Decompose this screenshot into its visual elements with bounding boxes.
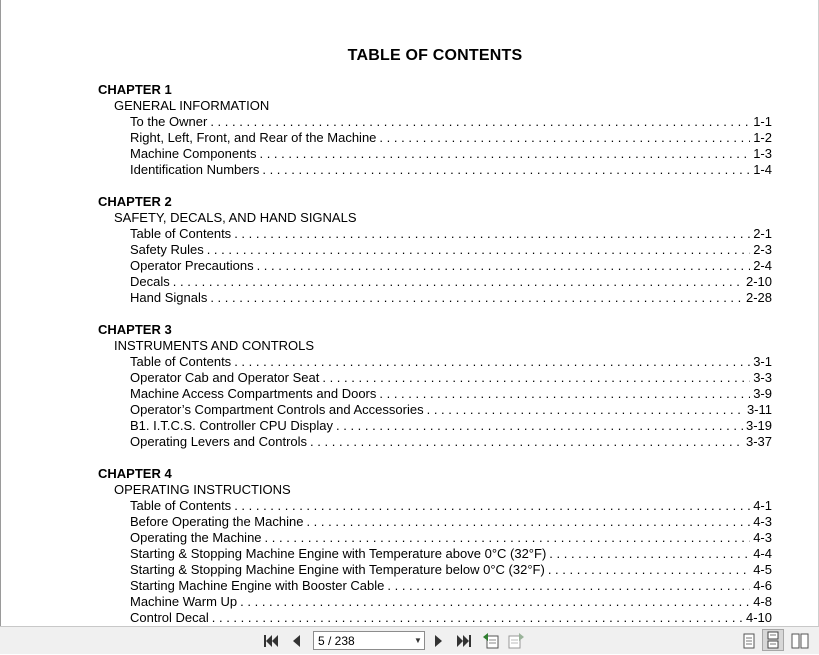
navigation-toolbar <box>0 626 819 654</box>
toc-entry-label: Operator Cab and Operator Seat <box>130 370 320 385</box>
toc-entry-page: 4-5 <box>753 562 772 577</box>
page-title: TABLE OF CONTENTS <box>347 47 523 64</box>
dot-leader <box>234 226 750 242</box>
previous-view-icon[interactable] <box>481 631 501 651</box>
chapter-heading: CHAPTER 2 <box>98 194 172 209</box>
toc-entry-label: Starting & Stopping Machine Engine with Temperature above 0°C (32°F) <box>130 546 547 561</box>
chevron-down-icon[interactable]: ▼ <box>414 636 422 645</box>
toc-entry-label: To the Owner <box>130 114 208 129</box>
dot-leader <box>262 162 750 178</box>
dot-leader <box>207 242 751 258</box>
toc-entry-page: 3-37 <box>745 434 772 449</box>
toc-entry-label: Operator Precautions <box>130 258 254 273</box>
toc-entry-label: Identification Numbers <box>130 162 260 177</box>
section-heading: OPERATING INSTRUCTIONS <box>114 482 291 497</box>
toc-entry[interactable] <box>98 514 772 530</box>
toc-entry[interactable] <box>98 242 772 258</box>
toc-entry[interactable] <box>98 594 772 610</box>
toc-entry-page: 2-3 <box>753 242 772 257</box>
toc-entry-page: 4-1 <box>753 498 772 513</box>
toc-entry-label: Table of Contents <box>130 498 232 513</box>
dot-leader <box>379 130 750 146</box>
toc-entry[interactable] <box>98 354 772 370</box>
toc-entry[interactable] <box>98 226 772 242</box>
toc-entry[interactable] <box>98 114 772 130</box>
toc-entry-page: 4-4 <box>753 546 772 561</box>
toc-entry-label: Machine Access Compartments and Doors <box>130 386 377 401</box>
toc-entry-page: 4-3 <box>753 530 772 545</box>
toc-entry-label: Starting & Stopping Machine Engine with Temperature below 0°C (32°F) <box>130 562 545 577</box>
toc-entry[interactable] <box>98 258 772 274</box>
toc-entry[interactable] <box>98 370 772 386</box>
dot-leader <box>234 498 750 514</box>
dot-leader <box>310 434 743 450</box>
toc-entry-label: Starting Machine Engine with Booster Cable <box>130 578 385 593</box>
toc-entry-page: 2-4 <box>753 258 772 273</box>
toc-entry-page: 3-9 <box>753 386 772 401</box>
dot-leader <box>336 418 743 434</box>
toc-entry[interactable] <box>98 274 772 290</box>
toc-entry-page: 2-10 <box>745 274 772 289</box>
next-page-icon[interactable] <box>432 631 446 651</box>
table-of-contents <box>98 82 772 626</box>
prev-page-icon[interactable] <box>289 631 303 651</box>
toc-entry[interactable] <box>98 162 772 178</box>
toc-entry[interactable] <box>98 530 772 546</box>
dot-leader <box>234 354 750 370</box>
toc-entry-page: 4-6 <box>753 578 772 593</box>
toc-entry-page: 1-3 <box>753 146 772 161</box>
toc-entry[interactable] <box>98 290 772 306</box>
toc-entry-label: Before Operating the Machine <box>130 514 304 529</box>
toc-entry[interactable] <box>98 402 772 418</box>
toc-entry-page: 4-8 <box>753 594 772 609</box>
dot-leader <box>322 370 750 386</box>
toc-entry-page: 3-11 <box>746 402 772 417</box>
section-heading: GENERAL INFORMATION <box>114 98 270 113</box>
toc-entry-label: Hand Signals <box>130 290 208 305</box>
dot-leader <box>173 274 743 290</box>
dot-leader <box>387 578 750 594</box>
toc-entry-label: Machine Components <box>130 146 257 161</box>
toc-entry[interactable] <box>98 434 772 450</box>
last-page-icon[interactable] <box>455 631 473 651</box>
toc-entry-label: Table of Contents <box>130 226 232 241</box>
toc-entry[interactable] <box>98 546 772 562</box>
toc-entry-page: 4-10 <box>745 610 772 625</box>
dot-leader <box>549 546 750 562</box>
dot-leader <box>548 562 750 578</box>
toc-entry-page: 3-19 <box>745 418 772 433</box>
toc-entry[interactable] <box>98 578 772 594</box>
dot-leader <box>212 610 743 626</box>
chapter-heading: CHAPTER 1 <box>98 82 172 97</box>
page-indicator: 5 / 238 <box>318 633 355 648</box>
dot-leader <box>210 114 750 130</box>
toc-entry-page: 3-1 <box>753 354 772 369</box>
toc-entry-page: 2-28 <box>745 290 772 305</box>
dot-leader <box>306 514 750 530</box>
toc-entry-label: Decals <box>130 274 170 289</box>
chapter-block <box>98 194 772 306</box>
next-view-icon[interactable] <box>506 631 526 651</box>
dot-leader <box>265 530 751 546</box>
toc-entry-page: 4-3 <box>753 514 772 529</box>
chapter-heading: CHAPTER 3 <box>98 322 172 337</box>
chapter-block <box>98 82 772 178</box>
chapter-heading: CHAPTER 4 <box>98 466 172 481</box>
page-number-field[interactable] <box>313 631 425 650</box>
section-heading: SAFETY, DECALS, AND HAND SIGNALS <box>114 210 357 225</box>
toc-entry-page: 1-2 <box>753 130 772 145</box>
toc-entry-label: Operating Levers and Controls <box>130 434 308 449</box>
dot-leader <box>259 146 750 162</box>
toc-entry[interactable] <box>98 130 772 146</box>
toc-entry-label: Table of Contents <box>130 354 232 369</box>
chapter-block <box>98 466 772 626</box>
dot-leader <box>240 594 750 610</box>
toc-entry-label: Control Decal <box>130 610 209 625</box>
dot-leader <box>379 386 750 402</box>
toc-entry-label: Machine Warm Up <box>130 594 238 609</box>
dot-leader <box>210 290 743 306</box>
continuous-view-icon[interactable] <box>762 629 784 651</box>
toc-entry[interactable] <box>98 610 772 626</box>
toc-entry-page: 1-4 <box>753 162 772 177</box>
toc-entry-page: 2-1 <box>753 226 772 241</box>
toc-entry[interactable] <box>98 498 772 514</box>
toc-entry-label: Operating the Machine <box>130 530 262 545</box>
chapter-block <box>98 322 772 450</box>
toc-entry-page: 3-3 <box>753 370 772 385</box>
toc-entry-label: Operator’s Compartment Controls and Accessories <box>130 402 424 417</box>
toc-entry[interactable] <box>98 418 772 434</box>
toc-entry[interactable] <box>98 386 772 402</box>
toc-entry-label: Right, Left, Front, and Rear of the Machine <box>130 130 377 145</box>
toc-entry-label: B1. I.T.C.S. Controller CPU Display <box>130 418 334 433</box>
dot-leader <box>427 402 744 418</box>
dot-leader <box>257 258 751 274</box>
toc-entry[interactable] <box>98 562 772 578</box>
single-page-view-icon[interactable] <box>740 631 758 651</box>
two-page-view-icon[interactable] <box>790 631 810 651</box>
toc-entry-label: Safety Rules <box>130 242 204 257</box>
first-page-icon[interactable] <box>262 631 280 651</box>
toc-entry[interactable] <box>98 146 772 162</box>
toc-entry-page: 1-1 <box>753 114 772 129</box>
section-heading: INSTRUMENTS AND CONTROLS <box>114 338 315 353</box>
